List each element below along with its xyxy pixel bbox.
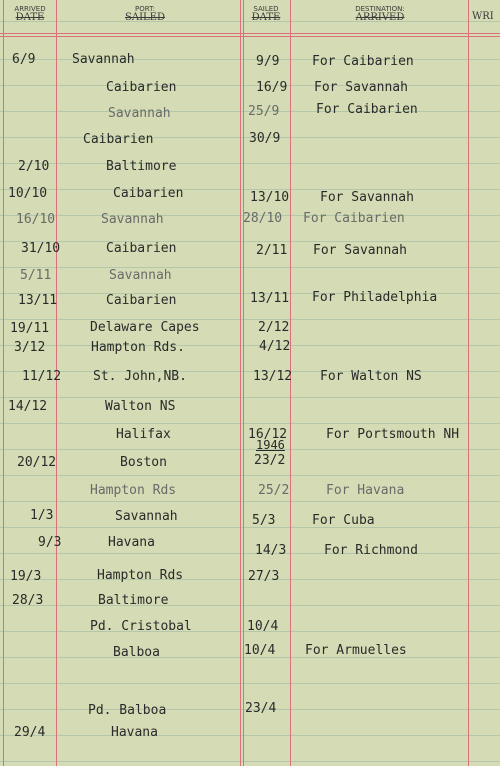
sailed-cell: 9/9 (256, 54, 280, 69)
sailed-cell: 23/2 (254, 453, 286, 468)
arrived-cell: 6/9 (12, 52, 36, 67)
sailed-cell: 23/4 (245, 701, 277, 716)
sailed-cell: 2/12 (258, 320, 290, 335)
header-arrived: ARRIVED (14, 5, 46, 13)
arrived-cell: 19/3 (10, 569, 42, 584)
port-cell: Balboa (113, 645, 160, 660)
year-cell: 1946 (256, 438, 285, 452)
port-cell: Havana (111, 725, 158, 740)
sailed-cell: 28/10 (243, 211, 283, 226)
destination-cell: For Philadelphia (312, 290, 438, 305)
sailed-cell: 13/10 (250, 190, 290, 205)
header-sailed: SAILED (253, 5, 279, 13)
arrived-cell: 2/10 (18, 159, 50, 174)
port-cell: Baltimore (98, 593, 169, 608)
destination-cell: For Richmond (324, 543, 418, 558)
port-cell: Pd. Balboa (88, 703, 167, 718)
port-cell: Caibarien (106, 80, 177, 95)
port-cell: Caibarien (106, 293, 177, 308)
sailed-cell: 16/12 (248, 427, 288, 442)
port-cell: Delaware Capes (90, 320, 200, 335)
margin-rule (3, 0, 4, 766)
port-cell: Savannah (72, 52, 135, 67)
sailed-cell: 2/11 (256, 243, 288, 258)
arrived-cell: 3/12 (14, 340, 46, 355)
port-cell: Baltimore (106, 159, 177, 174)
column-rule-port (240, 0, 241, 766)
arrived-cell: 20/12 (17, 455, 57, 470)
header-rule-double (0, 36, 500, 37)
arrived-cell: 9/3 (38, 535, 62, 550)
port-cell: Savannah (109, 268, 172, 283)
sailed-cell: 13/12 (253, 369, 293, 384)
arrived-cell: 28/3 (12, 593, 44, 608)
header-destination: DESTINATION: (355, 5, 405, 13)
arrived-cell: 1/3 (30, 508, 54, 523)
port-cell: St. John,NB. (93, 369, 187, 384)
arrived-cell: 10/10 (8, 186, 48, 201)
port-cell: Havana (108, 535, 155, 550)
header-rule (0, 33, 500, 34)
destination-cell: For Portsmouth NH (326, 427, 460, 442)
sailed-cell: 14/3 (255, 543, 287, 558)
port-cell: Hampton Rds. (91, 340, 185, 355)
sailed-cell: 4/12 (259, 339, 291, 354)
arrived-cell: 29/4 (14, 725, 46, 740)
port-cell: Halifax (116, 427, 171, 442)
port-cell: Caibarien (113, 186, 184, 201)
sailed-cell: 25/2 (258, 483, 290, 498)
arrived-cell: 16/10 (16, 212, 56, 227)
destination-cell: For Armuelles (305, 643, 407, 658)
port-cell: Pd. Cristobal (90, 619, 192, 634)
sailed-cell: 13/11 (250, 291, 290, 306)
destination-cell: For Savannah (314, 80, 408, 95)
arrived-cell: 13/11 (18, 293, 58, 308)
arrived-cell: 31/10 (21, 241, 61, 256)
port-cell: Savannah (115, 509, 178, 524)
destination-cell: For Havana (326, 483, 405, 498)
destination-cell: For Savannah (313, 243, 407, 258)
sailed-cell: 25/9 (248, 104, 280, 119)
header-sailed-strike: DATE (251, 12, 281, 23)
sailed-cell: 10/4 (244, 643, 276, 658)
sailed-cell: 5/3 (252, 513, 276, 528)
port-cell: Walton NS (105, 399, 176, 414)
header-extra: WRI (472, 11, 494, 22)
arrived-cell: 14/12 (8, 399, 48, 414)
destination-cell: For Caibarien (303, 211, 405, 226)
port-cell: Savannah (108, 106, 171, 121)
header-port-strike: SAILED (125, 12, 165, 23)
arrived-cell: 19/11 (10, 321, 50, 336)
destination-cell: For Savannah (320, 190, 414, 205)
port-cell: Caibarien (106, 241, 177, 256)
sailed-cell: 27/3 (248, 569, 280, 584)
port-cell: Savannah (101, 212, 164, 227)
sailed-cell: 16/9 (256, 80, 288, 95)
destination-cell: For Cuba (312, 513, 375, 528)
header-destination-strike: ARRIVED (355, 12, 405, 23)
port-cell: Hampton Rds (90, 483, 177, 498)
destination-cell: For Caibarien (316, 102, 418, 117)
column-rule-destination (468, 0, 469, 766)
header-port: PORT: (135, 5, 155, 13)
sailed-cell: 10/4 (247, 619, 279, 634)
arrived-cell: 11/12 (22, 369, 62, 384)
port-cell: Boston (120, 455, 167, 470)
port-cell: Hampton Rds (97, 568, 184, 583)
port-cell: Caibarien (83, 132, 154, 147)
sailed-cell: 30/9 (249, 131, 281, 146)
arrived-cell: 5/11 (20, 268, 52, 283)
destination-cell: For Caibarien (312, 54, 414, 69)
destination-cell: For Walton NS (320, 369, 422, 384)
header-arrived-strike: DATE (15, 12, 45, 23)
